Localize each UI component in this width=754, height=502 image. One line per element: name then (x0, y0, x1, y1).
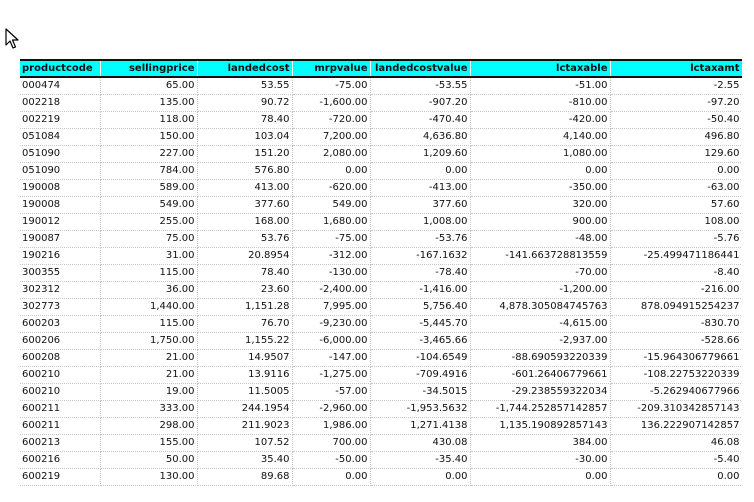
cell-landedcostvalue: -34.5015 (370, 384, 470, 401)
cell-sellingprice: 75.00 (100, 231, 197, 248)
cell-lctaxable: 4,878.305084745763 (470, 299, 610, 316)
cell-mrpvalue: -1,275.00 (292, 367, 370, 384)
cell-mrpvalue: -720.00 (292, 112, 370, 129)
cell-productcode: 302773 (20, 299, 100, 316)
cell-sellingprice: 784.00 (100, 163, 197, 180)
cell-mrpvalue: -620.00 (292, 180, 370, 197)
table-row[interactable] (20, 435, 742, 452)
cell-lctaxamt: 496.80 (610, 129, 742, 146)
cell-landedcostvalue: -907.20 (370, 95, 470, 112)
table-row[interactable] (20, 333, 742, 350)
cell-sellingprice: 36.00 (100, 282, 197, 299)
cell-lctaxamt: 108.00 (610, 214, 742, 231)
cell-lctaxable: -2,937.00 (470, 333, 610, 350)
cell-landedcost: 14.9507 (197, 350, 292, 367)
cell-sellingprice: 115.00 (100, 265, 197, 282)
cell-landedcost: 103.04 (197, 129, 292, 146)
cell-landedcost: 151.20 (197, 146, 292, 163)
cell-mrpvalue: -50.00 (292, 452, 370, 469)
cell-landedcostvalue: -1,416.00 (370, 282, 470, 299)
cell-lctaxable: 1,080.00 (470, 146, 610, 163)
cell-productcode: 300355 (20, 265, 100, 282)
table-row[interactable] (20, 350, 742, 367)
cell-productcode: 190216 (20, 248, 100, 265)
table-row[interactable] (20, 452, 742, 469)
cell-lctaxamt: -5.262940677966 (610, 384, 742, 401)
column-header-lctaxable[interactable]: lctaxable (470, 60, 610, 77)
cell-landedcostvalue: -167.1632 (370, 248, 470, 265)
cell-landedcost: 20.8954 (197, 248, 292, 265)
cell-mrpvalue: 1,986.00 (292, 418, 370, 435)
cell-lctaxamt: -50.40 (610, 112, 742, 129)
cell-lctaxamt: 0.00 (610, 163, 742, 180)
cell-lctaxamt: -108.22753220339 (610, 367, 742, 384)
cell-productcode: 302312 (20, 282, 100, 299)
cell-sellingprice: 50.00 (100, 452, 197, 469)
cell-landedcost: 576.80 (197, 163, 292, 180)
cell-sellingprice: 255.00 (100, 214, 197, 231)
cell-lctaxamt: 0.00 (610, 469, 742, 486)
table-row[interactable] (20, 129, 742, 146)
cell-landedcostvalue: 0.00 (370, 469, 470, 486)
cell-landedcost: 53.55 (197, 77, 292, 95)
cell-productcode: 600219 (20, 469, 100, 486)
cell-lctaxable: -30.00 (470, 452, 610, 469)
table-row[interactable] (20, 180, 742, 197)
cell-landedcostvalue: -470.40 (370, 112, 470, 129)
cell-landedcost: 78.40 (197, 112, 292, 129)
cell-landedcostvalue: -709.4916 (370, 367, 470, 384)
cell-sellingprice: 118.00 (100, 112, 197, 129)
cell-landedcost: 244.1954 (197, 401, 292, 418)
cell-sellingprice: 130.00 (100, 469, 197, 486)
table-row[interactable] (20, 197, 742, 214)
cell-lctaxamt: 878.094915254237 (610, 299, 742, 316)
cell-landedcost: 89.68 (197, 469, 292, 486)
cell-lctaxable: -48.00 (470, 231, 610, 248)
cell-productcode: 600211 (20, 418, 100, 435)
cell-lctaxable: -141.663728813559 (470, 248, 610, 265)
cell-mrpvalue: 0.00 (292, 163, 370, 180)
cell-lctaxamt: -5.40 (610, 452, 742, 469)
cell-sellingprice: 65.00 (100, 77, 197, 95)
table-row[interactable] (20, 299, 742, 316)
cell-landedcostvalue: 1,209.60 (370, 146, 470, 163)
cell-landedcost: 1,151.28 (197, 299, 292, 316)
cell-productcode: 600216 (20, 452, 100, 469)
table-header (20, 60, 742, 77)
cell-landedcostvalue: 4,636.80 (370, 129, 470, 146)
cell-landedcostvalue: -3,465.66 (370, 333, 470, 350)
cell-lctaxamt: -830.70 (610, 316, 742, 333)
table-row[interactable] (20, 77, 742, 95)
cell-sellingprice: 549.00 (100, 197, 197, 214)
cell-mrpvalue: -57.00 (292, 384, 370, 401)
cell-lctaxable: -29.238559322034 (470, 384, 610, 401)
data-grid (20, 59, 742, 489)
table-row[interactable] (20, 316, 742, 333)
cell-lctaxamt: -528.66 (610, 333, 742, 350)
cell-landedcost: 211.9023 (197, 418, 292, 435)
column-header-productcode[interactable]: productcode (20, 60, 100, 77)
cell-lctaxable: 320.00 (470, 197, 610, 214)
cell-landedcost: 413.00 (197, 180, 292, 197)
cell-productcode: 002218 (20, 95, 100, 112)
cell-lctaxamt: -8.40 (610, 265, 742, 282)
cell-sellingprice: 21.00 (100, 350, 197, 367)
cell-landedcostvalue: 430.08 (370, 435, 470, 452)
column-header-lctaxamt[interactable]: lctaxamt (610, 60, 742, 77)
cell-lctaxable: -601.26406779661 (470, 367, 610, 384)
cell-lctaxable: -4,615.00 (470, 316, 610, 333)
cell-landedcost: 1,155.22 (197, 333, 292, 350)
column-header-landedcostvalue[interactable]: landedcostvalue (370, 60, 470, 77)
cell-lctaxable: 1,135.190892857143 (470, 418, 610, 435)
cell-landedcostvalue: -53.76 (370, 231, 470, 248)
cell-lctaxable: 4,140.00 (470, 129, 610, 146)
cell-mrpvalue: -2,400.00 (292, 282, 370, 299)
cell-productcode: 600206 (20, 333, 100, 350)
cell-lctaxable: -420.00 (470, 112, 610, 129)
cell-mrpvalue: 7,200.00 (292, 129, 370, 146)
table-row[interactable] (20, 384, 742, 401)
cell-landedcostvalue: -5,445.70 (370, 316, 470, 333)
cell-landedcost: 11.5005 (197, 384, 292, 401)
cell-lctaxamt: 57.60 (610, 197, 742, 214)
cell-landedcost: 76.70 (197, 316, 292, 333)
column-header-mrpvalue[interactable]: mrpvalue (292, 60, 370, 77)
cell-productcode: 600210 (20, 367, 100, 384)
cell-productcode: 000474 (20, 77, 100, 95)
cell-productcode: 600203 (20, 316, 100, 333)
cell-mrpvalue: -147.00 (292, 350, 370, 367)
cell-lctaxamt: -63.00 (610, 180, 742, 197)
cell-mrpvalue: 1,680.00 (292, 214, 370, 231)
cell-productcode: 190012 (20, 214, 100, 231)
cell-lctaxable: -51.00 (470, 77, 610, 95)
cell-landedcostvalue: -413.00 (370, 180, 470, 197)
table-body (20, 77, 742, 486)
cell-mrpvalue: -312.00 (292, 248, 370, 265)
cell-sellingprice: 19.00 (100, 384, 197, 401)
cell-landedcostvalue: 377.60 (370, 197, 470, 214)
cell-productcode: 051084 (20, 129, 100, 146)
cell-productcode: 190087 (20, 231, 100, 248)
cell-landedcostvalue: 5,756.40 (370, 299, 470, 316)
cell-productcode: 600213 (20, 435, 100, 452)
cell-lctaxable: 0.00 (470, 469, 610, 486)
cell-landedcostvalue: -78.40 (370, 265, 470, 282)
cell-mrpvalue: -2,960.00 (292, 401, 370, 418)
cell-sellingprice: 115.00 (100, 316, 197, 333)
cell-sellingprice: 21.00 (100, 367, 197, 384)
mouse-pointer-icon (5, 28, 21, 50)
cell-lctaxamt: -2.55 (610, 77, 742, 95)
column-header-landedcost[interactable]: landedcost (197, 60, 292, 77)
cell-sellingprice: 1,750.00 (100, 333, 197, 350)
table-row[interactable] (20, 282, 742, 299)
cell-sellingprice: 298.00 (100, 418, 197, 435)
cell-landedcost: 13.9116 (197, 367, 292, 384)
cell-landedcost: 377.60 (197, 197, 292, 214)
cell-lctaxable: -70.00 (470, 265, 610, 282)
cell-lctaxable: 0.00 (470, 163, 610, 180)
cell-landedcost: 23.60 (197, 282, 292, 299)
cell-lctaxamt: -15.964306779661 (610, 350, 742, 367)
cell-productcode: 190008 (20, 197, 100, 214)
cell-landedcostvalue: -104.6549 (370, 350, 470, 367)
cell-mrpvalue: 2,080.00 (292, 146, 370, 163)
cell-landedcostvalue: -35.40 (370, 452, 470, 469)
cell-mrpvalue: -1,600.00 (292, 95, 370, 112)
cell-mrpvalue: -130.00 (292, 265, 370, 282)
cell-productcode: 600211 (20, 401, 100, 418)
table-row[interactable] (20, 367, 742, 384)
cell-sellingprice: 1,440.00 (100, 299, 197, 316)
table-row[interactable] (20, 112, 742, 129)
table-row[interactable] (20, 146, 742, 163)
cell-lctaxable: 900.00 (470, 214, 610, 231)
cell-mrpvalue: 700.00 (292, 435, 370, 452)
cell-productcode: 051090 (20, 163, 100, 180)
cell-productcode: 600210 (20, 384, 100, 401)
cell-landedcostvalue: 1,008.00 (370, 214, 470, 231)
cell-sellingprice: 155.00 (100, 435, 197, 452)
cell-lctaxamt: 136.222907142857 (610, 418, 742, 435)
cell-lctaxable: 384.00 (470, 435, 610, 452)
cell-sellingprice: 333.00 (100, 401, 197, 418)
cell-sellingprice: 150.00 (100, 129, 197, 146)
cell-sellingprice: 227.00 (100, 146, 197, 163)
table-row[interactable] (20, 265, 742, 282)
cell-lctaxable: -1,744.252857142857 (470, 401, 610, 418)
cell-productcode: 002219 (20, 112, 100, 129)
cell-mrpvalue: 549.00 (292, 197, 370, 214)
product-table (20, 59, 742, 486)
cell-landedcost: 35.40 (197, 452, 292, 469)
cell-sellingprice: 135.00 (100, 95, 197, 112)
cell-mrpvalue: -6,000.00 (292, 333, 370, 350)
cell-landedcost: 107.52 (197, 435, 292, 452)
cell-productcode: 051090 (20, 146, 100, 163)
table-row[interactable] (20, 418, 742, 435)
cell-lctaxamt: -97.20 (610, 95, 742, 112)
cell-sellingprice: 589.00 (100, 180, 197, 197)
cell-mrpvalue: 7,995.00 (292, 299, 370, 316)
column-header-sellingprice[interactable]: sellingprice (100, 60, 197, 77)
cell-lctaxable: -810.00 (470, 95, 610, 112)
table-row[interactable] (20, 214, 742, 231)
table-row[interactable] (20, 231, 742, 248)
cell-lctaxamt: -25.499471186441 (610, 248, 742, 265)
cell-lctaxamt: -209.310342857143 (610, 401, 742, 418)
table-row[interactable] (20, 401, 742, 418)
cell-landedcost: 53.76 (197, 231, 292, 248)
cell-landedcost: 78.40 (197, 265, 292, 282)
cell-lctaxamt: -5.76 (610, 231, 742, 248)
cell-lctaxable: -350.00 (470, 180, 610, 197)
table-row[interactable] (20, 95, 742, 112)
cell-lctaxable: -88.690593220339 (470, 350, 610, 367)
cell-productcode: 600208 (20, 350, 100, 367)
cell-lctaxamt: 46.08 (610, 435, 742, 452)
cell-lctaxamt: 129.60 (610, 146, 742, 163)
table-row[interactable] (20, 469, 742, 486)
cell-mrpvalue: -75.00 (292, 231, 370, 248)
cell-mrpvalue: -9,230.00 (292, 316, 370, 333)
table-row[interactable] (20, 163, 742, 180)
cell-mrpvalue: 0.00 (292, 469, 370, 486)
cell-lctaxamt: -216.00 (610, 282, 742, 299)
cell-productcode: 190008 (20, 180, 100, 197)
cell-landedcost: 168.00 (197, 214, 292, 231)
cell-landedcostvalue: -1,953.5632 (370, 401, 470, 418)
cell-lctaxable: -1,200.00 (470, 282, 610, 299)
cell-landedcost: 90.72 (197, 95, 292, 112)
table-row[interactable] (20, 248, 742, 265)
header-row (20, 60, 742, 77)
cell-landedcostvalue: 1,271.4138 (370, 418, 470, 435)
cell-landedcostvalue: -53.55 (370, 77, 470, 95)
cell-sellingprice: 31.00 (100, 248, 197, 265)
cell-mrpvalue: -75.00 (292, 77, 370, 95)
cell-landedcostvalue: 0.00 (370, 163, 470, 180)
